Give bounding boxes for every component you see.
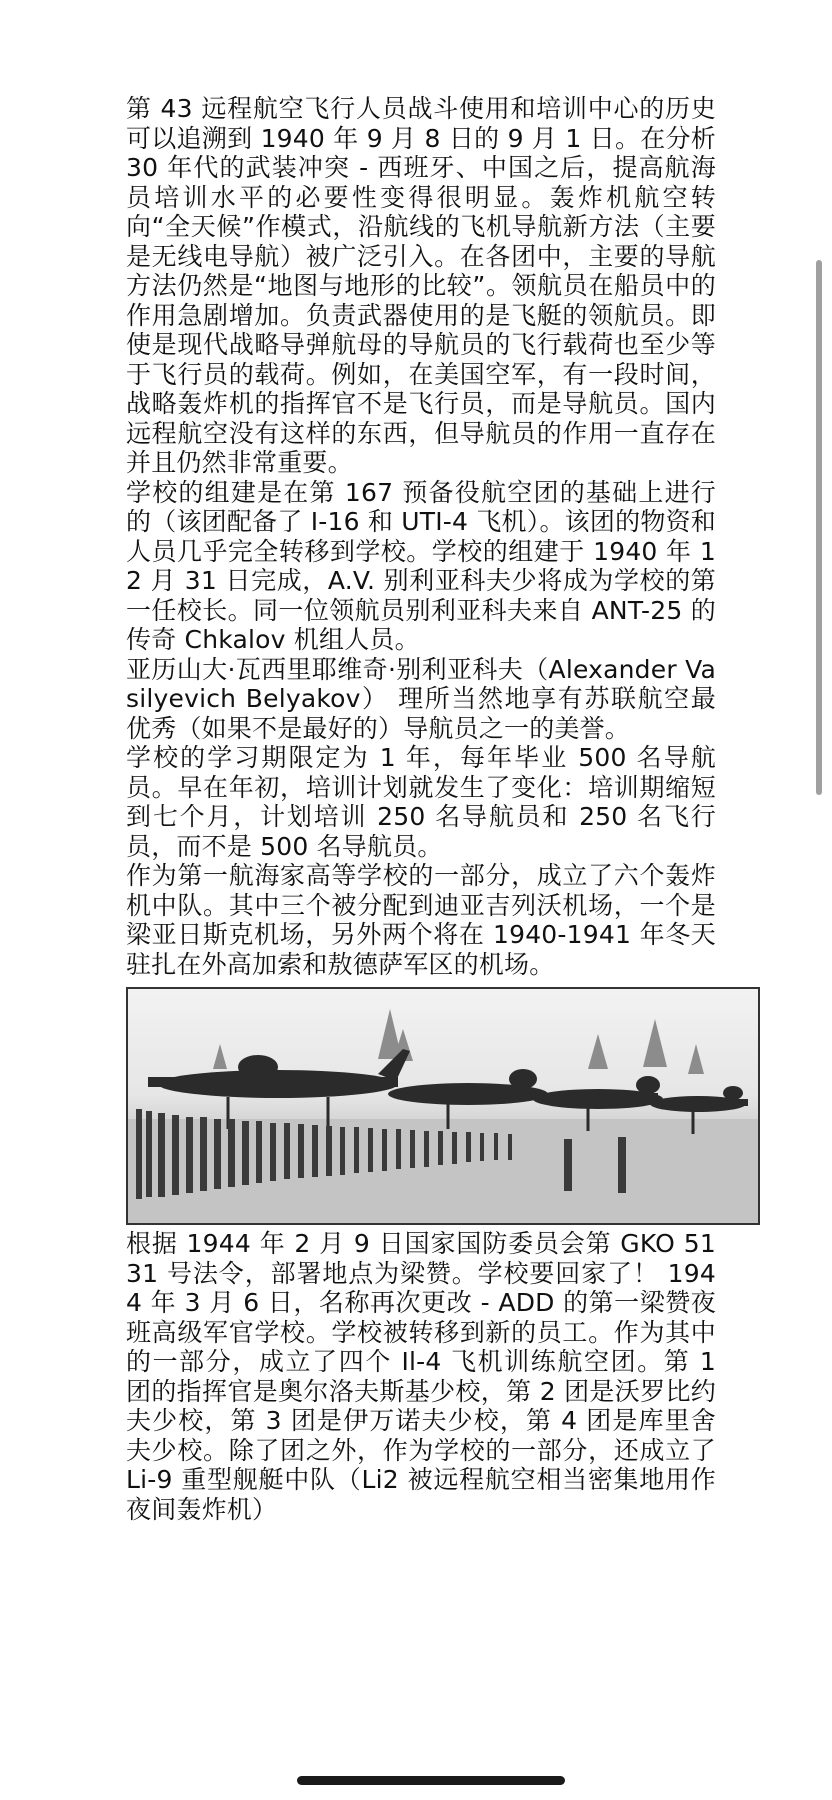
- home-indicator[interactable]: [297, 1776, 565, 1785]
- paragraph-3: 亚历山大·瓦西里耶维奇·别利亚科夫（Alexander Vasilyevich Belyakov） 理所当然地享有苏联航空最优秀（如果不是最好的）导航员之一的美誉。: [126, 654, 716, 743]
- paragraph-1: 第 43 远程航空飞行人员战斗使用和培训中心的历史可以追溯到 1940 年 9 月 8 日的 9 月 1 日。在分析 30 年代的武装冲突 - 西班牙、中国之后，提高航海员培训水平的必要性变得很明显。轰炸机航空转向“全天候”作模式，沿航线的飞机导航新方法（主要是无线电导航）被广泛引入。在各团中，主要的导航方法仍然是“地图与地形的比较”。领航员在船员中的作用急剧增加。负责武器使用的是飞艇的领航员。即使是现代战略导弹航母的导航员的飞行载荷也至少等于飞行员的载荷。例如，在美国空军，有一段时间，战略轰炸机的指挥官不是飞行员，而是导航员。国内远程航空没有这样的东西，但导航员的作用一直存在并且仍然非常重要。: [126, 94, 716, 477]
- airfield-photo[interactable]: [126, 987, 760, 1225]
- paragraph-6: 根据 1944 年 2 月 9 日国家国防委员会第 GKO 5131 号法令，部署地点为梁赞。学校要回家了！ 1944 年 3 月 6 日，名称再次更改 - ADD 的第一梁赞夜班高级军官学校。学校被转移到新的员工。作为其中的一部分，成立了四个 Il-4 飞机训练航空团。第 1 团的指挥官是奥尔洛夫斯基少校，第 2 团是沃罗比约夫少校，第 3 团是伊万诺夫少校，第 4 团是库里舍夫少校。除了团之外，作为学校的一部分，还成立了 Li-9 重型舰艇中队（Li2 被远程航空相当密集地用作夜间轰炸机）: [126, 1229, 716, 1524]
- paragraph-2: 学校的组建是在第 167 预备役航空团的基础上进行的（该团配备了 I-16 和 UTI-4 飞机）。该团的物资和人员几乎完全转移到学校。学校的组建于 1940 年 12 月 31 日完成，A.V. 别利亚科夫少将成为学校的第一任校长。同一位领航员别利亚科夫来自 ANT-25 的传奇 Chkalov 机组人员。: [126, 477, 716, 654]
- paragraph-4: 学校的学习期限定为 1 年，每年毕业 500 名导航员。早在年初，培训计划就发生了变化：培训期缩短到七个月，计划培训 250 名导航员和 250 名飞行员，而不是 500 名导航员。: [126, 743, 716, 861]
- article-body: [126, 94, 716, 1524]
- trees-icon: [213, 1009, 704, 1074]
- scrollbar[interactable]: [816, 260, 822, 795]
- paragraph-5: 作为第一航海家高等学校的一部分，成立了六个轰炸机中队。其中三个被分配到迪亚吉列沃机场，一个是梁亚日斯克机场，另外两个将在 1940-1941 年冬天驻扎在外高加索和敖德萨军区的机场。: [126, 861, 716, 979]
- airfield-photo-icon: [128, 989, 758, 1223]
